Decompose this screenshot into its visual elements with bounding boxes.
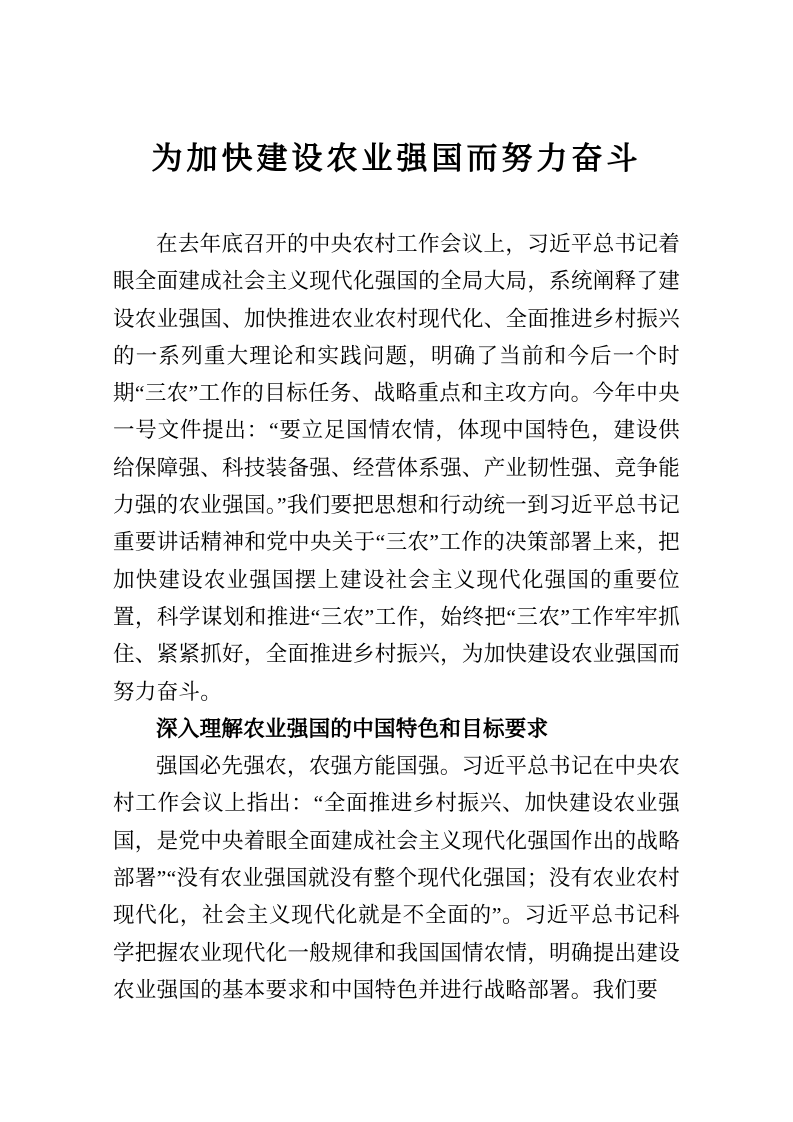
section-heading: 深入理解农业强国的中国特色和目标要求 — [156, 716, 549, 741]
intro-paragraph: 在去年底召开的中央农村工作会议上，习近平总书记着眼全面建成社会主义现代化强国的全局大局，系统阐释了建设农业强国、加快推进农业农村现代化、全面推进乡村振兴的一系列重大理论和实践问题，明确了当前和今后一个时期“三农”工作的目标任务、战略重点和主攻方向。今年中央一号文件提出：“要立足国情农情，体现中国特色，建设供给保障强、科技装备强、经营体系强、产业韧性强、竞争能力强的农业强国。”我们要把思想和行动统一到习近平总书记重要讲话精神和党中央关于“三农”工作的决策部署上来，把加快建设农业强国摆上建设社会主义现代化强国的重要位置，科学谋划和推进“三农”工作，始终把“三农”工作牢牢抓住、紧紧抓好，全面推进乡村振兴，为加快建设农业强国而努力奋斗。 — [113, 232, 680, 704]
document-title: 为加快建设农业强国而努力奋斗 — [151, 141, 642, 176]
section-paragraph: 强国必先强农，农强方能国强。习近平总书记在中央农村工作会议上指出：“全面推进乡村振兴、加快建设农业强国，是党中央着眼全面建成社会主义现代化强国作出的战略部署”“没有农业强国就没有整个现代化强国；没有农业农村现代化，社会主义现代化就是不全面的”。习近平总书记科学把握农业现代化一般规律和我国国情农情，明确提出建设农业强国的基本要求和中国特色并进行战略部署。我们要 — [113, 754, 680, 1002]
